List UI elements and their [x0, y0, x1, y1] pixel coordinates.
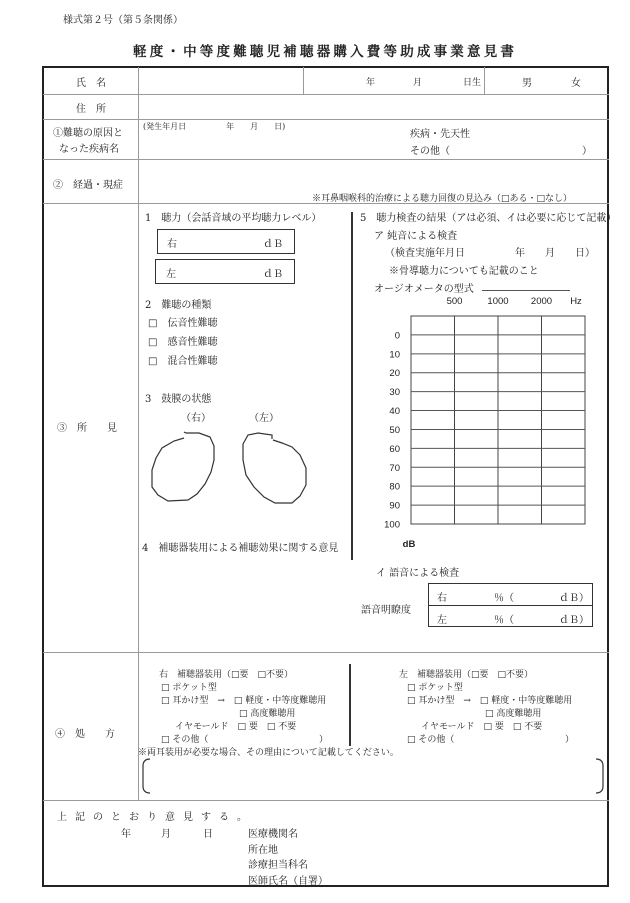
- left-hearing-unit: ｄＢ: [263, 269, 283, 280]
- form-number: 様式第２号（第５条関係）: [63, 15, 183, 26]
- speech-heading: イ 語音による検査: [376, 568, 460, 579]
- loss-type-mixed[interactable]: □ 混合性難聴: [148, 356, 218, 367]
- sign-month: 月: [161, 829, 171, 840]
- findings-label: ③ 所 見: [57, 423, 117, 434]
- right-earmold-option[interactable]: イヤモールド □ 要 □ 不要: [175, 722, 297, 732]
- left-bracket: [143, 759, 150, 793]
- left-pocket-option[interactable]: □ ポケット型: [407, 683, 463, 693]
- test-date: （検査実施年月日 年 月 日）: [385, 248, 595, 259]
- address-label: 住 所: [76, 104, 106, 115]
- right-bracket: [596, 759, 603, 793]
- loss-type-conductive[interactable]: □ 伝音性難聴: [148, 318, 218, 329]
- eardrum-left-label: （左）: [249, 413, 279, 424]
- x-tick-label: 2000: [530, 296, 553, 307]
- cause-label-line1: ①難聴の原因と: [53, 128, 123, 139]
- pure-tone-heading: ア 純音による検査: [374, 231, 458, 242]
- y-tick-label: 80: [389, 481, 400, 493]
- test-results-heading: 5 聴力検査の結果（アは必須、イは必要に応じて記載）: [360, 213, 617, 224]
- left-severe-option[interactable]: □ 高度難聴用: [485, 709, 542, 719]
- page-title: 軽度・中等度難聴児補聴器購入費等助成事業意見書: [133, 44, 518, 60]
- both-ears-reason-field[interactable]: [150, 759, 596, 793]
- location-label: 所在地: [248, 845, 278, 856]
- hearing-heading: 1 聴力（会話音域の平均聴力レベル）: [145, 213, 322, 224]
- sign-day: 日: [203, 829, 213, 840]
- right-pocket-option[interactable]: □ ポケット型: [161, 683, 217, 693]
- right-behind-ear-option[interactable]: □ 耳かけ型 → □ 軽度・中等度難聴用: [161, 696, 327, 706]
- bone-conduction-note: ※骨導聴力についても記載のこと: [389, 266, 539, 277]
- x-tick-label: 500: [446, 296, 463, 307]
- progress-label: ② 経過・現症: [53, 180, 123, 191]
- speech-clarity-label: 語音明瞭度: [361, 605, 411, 616]
- audiometer-label: オージオメータの型式: [374, 284, 474, 295]
- sign-year: 年: [121, 829, 131, 840]
- speech-right-ear: 右: [437, 593, 447, 604]
- name-label: 氏 名: [76, 78, 106, 89]
- left-other-option[interactable]: □ その他（: [407, 735, 455, 745]
- onset-date: (発生年月日 年 月 日): [143, 122, 286, 131]
- left-behind-ear-option[interactable]: □ 耳かけ型 → □ 軽度・中等度難聴用: [407, 696, 573, 706]
- y-tick-label: 50: [389, 424, 400, 436]
- y-tick-label: 60: [389, 443, 400, 455]
- speech-left-ear: 左: [437, 615, 447, 626]
- left-earmold-option[interactable]: イヤモールド □ 要 □ 不要: [421, 722, 543, 732]
- institution-label: 医療機関名: [248, 829, 298, 840]
- right-hearing-unit: ｄＢ: [263, 239, 283, 250]
- option-other[interactable]: その他（: [410, 146, 450, 157]
- left-aid-heading[interactable]: 左 補聴器装用（□要 □不要）: [399, 670, 534, 680]
- loss-type-heading: 2 難聴の種類: [145, 300, 212, 311]
- left-other-close: ）: [565, 735, 575, 745]
- option-other-close: ）: [582, 146, 592, 157]
- right-other-close: ）: [319, 735, 329, 745]
- y-tick-label: 0: [394, 330, 400, 342]
- speech-right-pct[interactable]: ％（: [494, 593, 514, 604]
- right-hearing-label: 右: [167, 239, 177, 250]
- x-tick-label: 1000: [487, 296, 509, 307]
- right-aid-heading[interactable]: 右 補聴器装用（□要 □不要）: [159, 670, 294, 680]
- y-unit-label: dB: [402, 539, 416, 550]
- y-tick-label: 30: [389, 387, 400, 399]
- y-tick-label: 20: [389, 368, 400, 380]
- department-label: 診療担当科名: [248, 860, 308, 871]
- right-severe-option[interactable]: □ 高度難聴用: [239, 709, 296, 719]
- effect-opinion-heading: 4 補聴器装用による補聴効果に関する意見: [142, 543, 339, 554]
- option-disease[interactable]: 疾病・先天性: [410, 129, 470, 140]
- left-hearing-label: 左: [166, 269, 176, 280]
- cause-label-line2: なった疾病名: [59, 144, 119, 155]
- speech-left-pct[interactable]: ％（: [494, 615, 514, 626]
- loss-type-sensorineural[interactable]: □ 感音性難聴: [148, 337, 218, 348]
- y-tick-label: 40: [389, 406, 400, 418]
- birth-month-label: 月: [413, 78, 423, 88]
- sex-male-option[interactable]: 男: [522, 78, 532, 89]
- eardrum-right-label: （右）: [181, 413, 211, 424]
- y-tick-label: 70: [389, 462, 400, 474]
- y-tick-label: 100: [384, 519, 400, 531]
- sex-female-option[interactable]: 女: [571, 78, 581, 89]
- speech-right-unit[interactable]: ｄＢ）: [559, 593, 589, 604]
- prescription-label: ④ 処 方: [55, 729, 115, 740]
- statement: 上記のとおり意見する。: [57, 812, 255, 823]
- recovery-note: ※耳鼻咽喉科的治療による聴力回復の見込み（□ある・□なし）: [312, 194, 573, 204]
- y-tick-label: 10: [389, 349, 400, 361]
- doctor-label: 医師氏名（自署）: [248, 876, 328, 887]
- right-other-option[interactable]: □ その他（: [161, 735, 209, 745]
- signature-fields[interactable]: [300, 822, 600, 884]
- x-unit-label: Hz: [570, 296, 582, 307]
- birth-year-label: 年: [366, 78, 376, 88]
- speech-left-unit[interactable]: ｄＢ）: [559, 615, 589, 626]
- birth-day-label: 日生: [463, 78, 482, 88]
- both-ears-note: ※両耳装用が必要な場合、その理由について記載してください。: [138, 748, 399, 758]
- eardrum-heading: 3 鼓膜の状態: [145, 394, 212, 405]
- y-tick-label: 90: [389, 500, 400, 512]
